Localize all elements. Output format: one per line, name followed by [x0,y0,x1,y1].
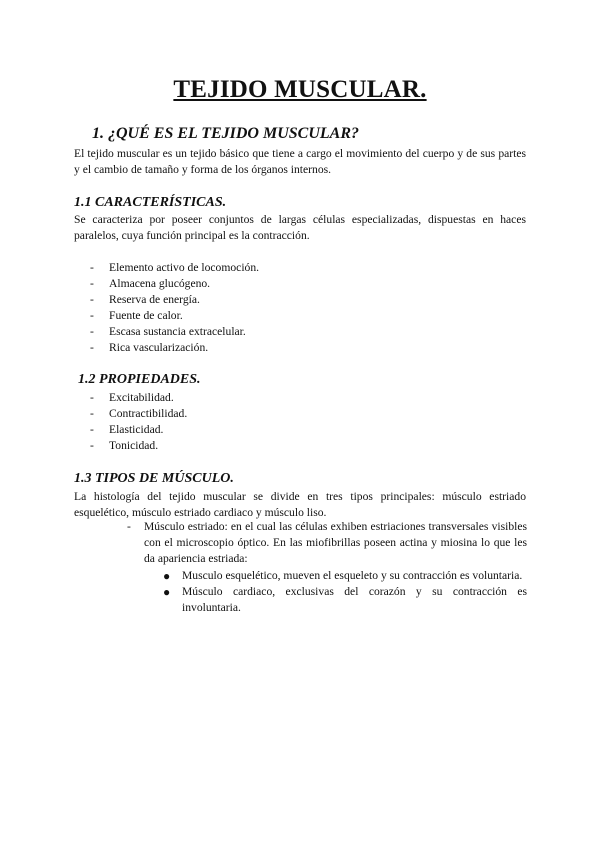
list-item-text: Musculo esquelético, mueven el esqueleto y su contracción es voluntaria. [182,569,523,582]
section-1-heading: 1. ¿QUÉ ES EL TEJIDO MUSCULAR? [92,125,360,142]
list-item: - Rica vascularización. [90,340,259,356]
list-item [163,568,527,584]
section-1-3-paragraph: La histología del tejido muscular se divide en tres tipos principales: músculo estriado esquelético, músculo estriado cardiaco y músculo liso. [74,490,526,519]
list-item-text: Músculo cardiaco, exclusivas del corazón y su contracción es involuntaria. [182,585,527,614]
properties-list [90,390,187,454]
list-item: - Almacena glucógeno. [90,276,259,292]
list-item: - Excitabilidad. [90,390,187,406]
document-title: TEJIDO MUSCULAR. [173,76,427,103]
muscle-type-item [127,519,527,567]
section-1-3-heading: 1.3 TIPOS DE MÚSCULO. [74,471,234,486]
list-item [163,584,527,616]
muscle-type-text: Músculo estriado: en el cual las células exhiben estriaciones transversales visibles con el microscopio óptico. En las miofibrillas poseen actina y miosina lo que les da apariencia estriada: [144,520,527,565]
list-item: - Tonicidad. [90,438,187,454]
list-item: - Elasticidad. [90,422,187,438]
list-item: - Contractibilidad. [90,406,187,422]
list-item: - Reserva de energía. [90,292,259,308]
bullet-icon: ● [163,569,171,583]
dash-marker: - [127,520,131,533]
list-item: - Elemento activo de locomoción. [90,260,259,276]
section-1-1-heading: 1.1 CARACTERÍSTICAS. [74,195,227,210]
characteristics-list [90,260,259,356]
section-1-1-paragraph: Se caracteriza por poseer conjuntos de largas células especializadas, dispuestas en haces paralelos, cuya función principal es la contracción. [74,213,526,242]
list-item: - Fuente de calor. [90,308,259,324]
striated-muscle-list [163,568,527,616]
section-1-paragraph: El tejido muscular es un tejido básico que tiene a cargo el movimiento del cuerpo y de sus partes y el cambio de tamaño y forma de los órganos internos. [74,147,526,176]
list-item: - Escasa sustancia extracelular. [90,324,259,340]
section-1-2-heading: 1.2 PROPIEDADES. [78,372,201,387]
bullet-icon: ● [163,585,171,599]
